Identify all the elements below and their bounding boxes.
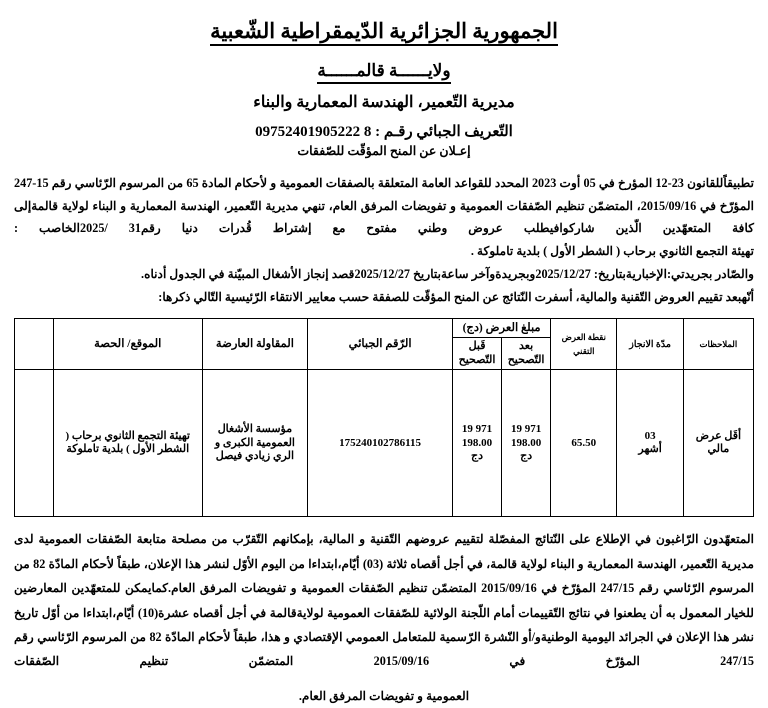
column-header-notes: [683, 318, 753, 370]
direction-heading: مديرية التّعمير، الهندسة المعمارية والبناء: [253, 94, 515, 112]
column-header-lot: الموقع/ الحصة: [53, 318, 202, 370]
document-header: [14, 12, 754, 159]
column-header-offer-amount-group: مبلغ العرض (دج): [453, 318, 551, 337]
cell-tax-number: 175240102786115: [308, 370, 453, 517]
intro-paragraph: تطبيقاًللقانون 23-12 المؤرخ في 05 أوت 2023 المحدد للقواعد العامة المتعلقة بالصفقات العمومية و لأحكام المادة 65 من المرسوم الرّئاسي رقم 15-247 المؤرّخ في 2015/09/16، المتضمّن تنظيم الصّفقات العمومية و تفويضات المرفق العام، تنهي مديرية التّعمير، الهندسة المعمارية و البناء لولاية قالمةإلى كافة المتعهّدين الّذين شاركوافيطلب عروض وطني مفتوح مع إشتراط قُدرات دنيا رقم31 /2025الخاصب :: [14, 176, 755, 236]
wilaya-heading: ولايــــــة قالمــــــة: [317, 61, 450, 84]
footer-paragraph: المتعهّدون الرّاغبون في الإطلاع على النّتائج المفصّلة لتقييم عروضهم التّقنية و المالية، بإمكانهم التّقرّب من مصلحة متابعة الصّفقات العمومية لدى مديرية التّعمير، الهندسة المعمارية و البناء لولاية قالمة، في أجل أقصاه ثلاثة (03) أيّام،ابتداءا من اليوم الأوّل لنشر هذا الإعلان، طبقاً لأحكام المادّة 82 من المرسوم الرّئاسي رقم 247/15 المؤرّخ في 2015/09/16 المتضمّن تنظيم الصّفقات العمومية و تفويضات المرفق العام.كمايمكن للمتعهّدين المعارضين للخيار المعمول به أن يطعنوا في نتائج التّقييمات أمام اللّجنة الولائية للصّفقات العمومية لولايةقالمة في أجل أقصاه عشرة(10) أيّام،ابتداءا من أوّل تاريخ نشر هذا الإعلان في الجرائد اليومية الوطنيةو/أو النّشرة الرّسمية للمتعامل العمومي الإقتصادي و هذا، طبقاً لأحكام المادّة 82 من المرسوم الرّئاسي رقم 247/15 المؤرّخ في 2015/09/16 المتضمّن تنظيم الصّفقات: [14, 532, 754, 669]
column-header-before-correction: قَبل التّصحيح: [453, 337, 502, 370]
cell-amount-before-correction: [453, 370, 502, 517]
cell-notes: أقَل عرض مالي: [683, 370, 753, 517]
republic-heading-text: الجمهورية الجزائرية الدّيمقراطية الشّعبية: [210, 19, 558, 46]
project-line: تهيئة التجمع الثانوي برحاب ( الشطر الأول ) بلدية تاملوكة .: [470, 243, 754, 258]
cell-lot: تهيئة التجمع الثانوي برحاب ( الشطر الأول ) بلدية تاملوكة: [53, 370, 202, 517]
cell-company: مؤسسة الأشغال العمومية الكبرى و الري زيادي فيصل: [202, 370, 308, 517]
cell-duration: [617, 370, 683, 517]
cell-duration-unit: أشهر: [638, 443, 662, 456]
column-header-company: [202, 318, 308, 370]
cell-technical-score: 65.50: [551, 370, 617, 517]
cell-duration-value: 03: [644, 429, 656, 442]
column-header-tax-number: الرّقم الجبائي: [308, 318, 453, 370]
fiscal-id-line: [14, 122, 754, 141]
column-header-technical-score-label: نقطة العرض التقني: [561, 331, 606, 356]
cell-amount-before-currency: دج: [471, 450, 484, 463]
evaluation-line: أنّهبعد تقييم العروض التّقنية والمالية، أسفرت النّتائج عن المنح المؤقّت للصفقة حسب معايير الانتقاء الرّئيسية التّالي ذكرها:: [158, 290, 754, 305]
republic-heading: [210, 18, 558, 45]
publication-line: والصّادر بجريدتي:الإخباريةبتاريخ: 2025/12/27وبجريدةوآخر ساعةبتاريخ 2025/12/27قصد إنجاز الأشغال المبيّنة في الجدول أدناه.: [141, 267, 754, 282]
announcement-title: إعـلان عن المنح المؤقّت للصّفقات: [297, 144, 471, 159]
results-table-body: [15, 370, 754, 517]
column-header-notes-label: الملاحظات: [699, 338, 738, 349]
results-table-head: [15, 318, 754, 370]
column-header-technical-score: [551, 318, 617, 370]
footer-paragraph-last: العمومية و تفويضات المرفق العام.: [298, 688, 470, 703]
cell-amount-after-currency: دج: [520, 450, 533, 463]
fiscal-id-label: التّعريف الجبائي رقـم :: [375, 124, 513, 141]
cell-amount-after-correction: [502, 370, 551, 517]
cell-amount-after-value: 19 971 198.00: [510, 422, 542, 449]
fiscal-id-number: 09752401905222 8: [255, 124, 372, 141]
table-header-row: [15, 318, 754, 337]
column-header-duration: [617, 318, 683, 370]
column-header-duration-label: مدّة الانجاز: [629, 339, 671, 350]
results-table: [14, 318, 754, 518]
column-header-after-correction: بعد التّصحيح: [502, 337, 551, 370]
column-header-spacer: [15, 318, 54, 370]
table-row: [15, 370, 754, 517]
cell-amount-before-value: 19 971 198.00: [461, 422, 493, 449]
column-header-company-label: المقاولة العارضة: [215, 337, 294, 350]
cell-spacer: [15, 370, 54, 517]
